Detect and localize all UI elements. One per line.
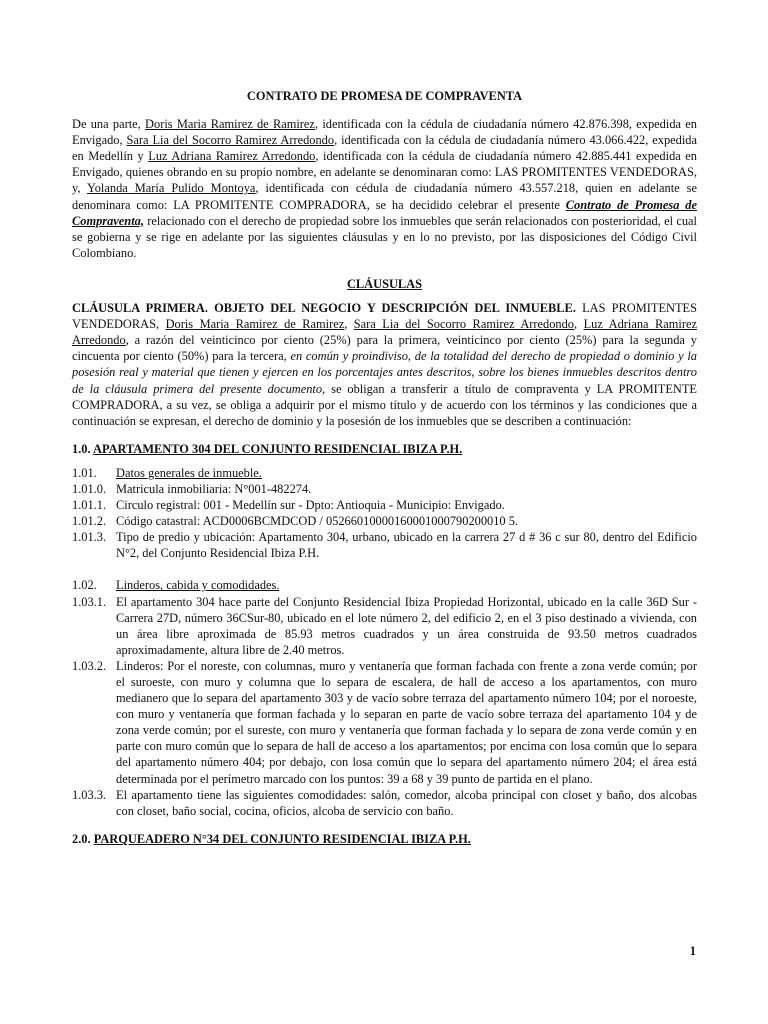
clausulas-heading: CLÁUSULAS bbox=[346, 276, 423, 291]
item-number: 1.01. bbox=[72, 465, 97, 480]
item-text: Código catastral: ACD0006BCMDCOD / 05266010000160001000790200010 5. bbox=[116, 514, 519, 529]
list-item bbox=[72, 594, 697, 658]
list-item bbox=[72, 465, 697, 481]
clause1-heading: CLÁUSULA PRIMERA. OBJETO DEL NEGOCIO Y DESCRIPCIÓN DEL INMUEBLE. bbox=[72, 301, 576, 316]
section1-list-b bbox=[72, 577, 697, 818]
section2-heading bbox=[72, 831, 697, 847]
item-number: 1.03.3. bbox=[72, 787, 107, 802]
item-text: Circulo registral: 001 - Medellín sur - Dpto: Antioquia - Municipio: Envigado. bbox=[116, 498, 505, 513]
clause1-text: , bbox=[574, 317, 584, 332]
list-item bbox=[72, 787, 697, 819]
intro-text: , identificada con la cédula de ciudadanía número 42.876.398, expedida en Envigado, bbox=[72, 117, 697, 148]
item-text: Linderos, cabida y comodidades. bbox=[116, 578, 280, 593]
clause1-text: se obligan a transferir a título de compraventa y LA PROMITENTE COMPRADORA, a su vez, se obliga a adquirir por el mismo título y de acuerdo con los términos y las condiciones que a continuación se expresan, el derecho de dominio y la posesión de los inmuebles que se describen a continuación: bbox=[72, 381, 697, 428]
page-number: 1 bbox=[689, 944, 696, 958]
party-name: Doris Maria Ramirez de Ramirez bbox=[145, 117, 315, 132]
clause1-text: LAS PROMITENTES VENDEDORAS, bbox=[72, 301, 697, 332]
item-number: 1.01.0. bbox=[72, 481, 107, 496]
party-name: Luz Adriana Ramirez Arredondo bbox=[148, 149, 316, 164]
item-text: Linderos: Por el noreste, con columnas, muro y ventanería que forman fachada con frente a zona verde común; por el suroeste, con muro y columna que lo separa de escalera, de hall de acceso a los apartamentos, con muro medianero que lo separa del apartamento 303 y de vacío sobre terraza del apartamento número 104; por el noroeste, con muro y ventanería que forman fachada y lo separan en parte de vacío sobre terraza del apartamento 104 y de zona verde común; por el sureste, con muro y ventanería que forman fachada y lo separa de zona verde común y en parte con muro común que lo separa de hall de acceso a los apartamentos; por encima con losa común que lo separa del apartamento número 404; por debajo, con losa común que lo separa del apartamento número 204; el área está determinada por el perímetro marcado con los puntos: 39 a 68 y 39 punto de partida en el plano. bbox=[116, 658, 697, 786]
clause1-paragraph bbox=[72, 300, 697, 429]
section2-title: PARQUEADERO N°34 DEL CONJUNTO RESIDENCIAL IBIZA P.H. bbox=[93, 831, 471, 846]
party-name: Doris Maria Ramirez de Ramirez bbox=[165, 317, 345, 332]
item-number: 1.03.2. bbox=[72, 658, 107, 673]
intro-text: , identificada con la cédula de ciudadanía número 43.066.422, expedida en Medellín y bbox=[72, 133, 697, 164]
document-page bbox=[72, 88, 697, 855]
section2-number: 2.0. bbox=[72, 831, 94, 846]
list-item bbox=[72, 658, 697, 787]
party-name: Luz Adriana Ramirez Arredondo bbox=[72, 317, 697, 348]
item-number: 1.03.1. bbox=[72, 594, 107, 609]
section1-title: APARTAMENTO 304 DEL CONJUNTO RESIDENCIAL IBIZA P.H. bbox=[93, 441, 463, 456]
intro-text: De una parte, bbox=[72, 117, 146, 132]
item-number: 1.01.3. bbox=[72, 530, 107, 545]
intro-text: , identificada con cédula de ciudadanía número 43.557.218, quien en adelante se denominara como: LA PROMITENTE COMPRADORA, se ha decidido celebrar el presente bbox=[72, 181, 697, 212]
list-item bbox=[72, 577, 697, 593]
buyer-name: Yolanda María Pulido Montoya bbox=[87, 181, 256, 196]
item-text: El apartamento 304 hace parte del Conjunto Residencial Ibiza Propiedad Horizontal, ubicado en la calle 36D Sur - Carrera 27D, número 36CSur-80, ubicado en el lote número 2, del edificio 2, en el 3 piso destinado a vivienda, con un área libre aproximada de 85.93 metros cuadrados y un área construida de 93.50 metros cuadrados aproximadamente, altura libre de 2.40 metros. bbox=[116, 594, 697, 657]
list-item bbox=[72, 529, 697, 561]
item-number: 1.01.2. bbox=[72, 514, 107, 529]
contract-name: Contrato de Promesa de Compraventa, bbox=[72, 197, 698, 228]
intro-paragraph bbox=[72, 116, 697, 261]
party-name: Sara Lia del Socorro Ramirez Arredondo bbox=[126, 133, 335, 148]
item-text: Tipo de predio y ubicación: Apartamento 304, urbano, ubicado en la carrera 27 d # 36 c sur 80, dentro del Edificio N°2, del Conjunto Residencial Ibiza P.H. bbox=[116, 530, 697, 561]
section1-list-a bbox=[72, 465, 697, 562]
item-number: 1.02. bbox=[72, 578, 97, 593]
item-text: Datos generales de inmueble. bbox=[116, 465, 262, 480]
list-item bbox=[72, 513, 697, 529]
item-text: El apartamento tiene las siguientes comodidades: salón, comedor, alcoba principal con closet y baño, dos alcobas con closet, baño social, cocina, oficios, alcoba de servicio con baño. bbox=[116, 787, 697, 818]
clause1-text: , bbox=[344, 317, 354, 332]
section1-heading bbox=[72, 441, 697, 457]
item-number: 1.01.1. bbox=[72, 498, 107, 513]
party-name: Sara Lia del Socorro Ramirez Arredondo bbox=[353, 317, 574, 332]
list-item bbox=[72, 481, 697, 497]
item-text: Matricula inmobiliaria: N°001-482274. bbox=[116, 481, 312, 496]
clause1-text: , a razón del veinticinco por ciento (25%) para la primera, veinticinco por ciento (25%) para la segunda y cincuenta por ciento (50%) para la tercera, bbox=[72, 333, 697, 364]
list-item bbox=[72, 497, 697, 513]
intro-text: relacionado con el derecho de propiedad sobre los inmuebles que serán relacionados con posterioridad, el cual se gobierna y se rige en adelante por las siguientes cláusulas y en lo no previsto, por las disposiciones del Código Civil Colombiano. bbox=[72, 213, 697, 260]
intro-text: , identificada con la cédula de ciudadanía número 42.885.441 expedida en Envigado, quienes obrando en su propio nombre, en adelante se denominaran como: LAS PROMITENTES VENDEDORAS, y, bbox=[72, 149, 698, 196]
document-title: CONTRATO DE PROMESA DE COMPRAVENTA bbox=[246, 89, 523, 103]
spacer bbox=[72, 561, 697, 577]
section1-number: 1.0. bbox=[72, 441, 93, 456]
clause1-italic-text: en común y proindiviso, de la totalidad del derecho de propiedad o dominio y la posesión real y material que tienen y ejercen en los porcentajes antes descritos, sobre los bienes inmuebles descritos dentro de la cláusula primera del presente documento, bbox=[72, 349, 697, 396]
